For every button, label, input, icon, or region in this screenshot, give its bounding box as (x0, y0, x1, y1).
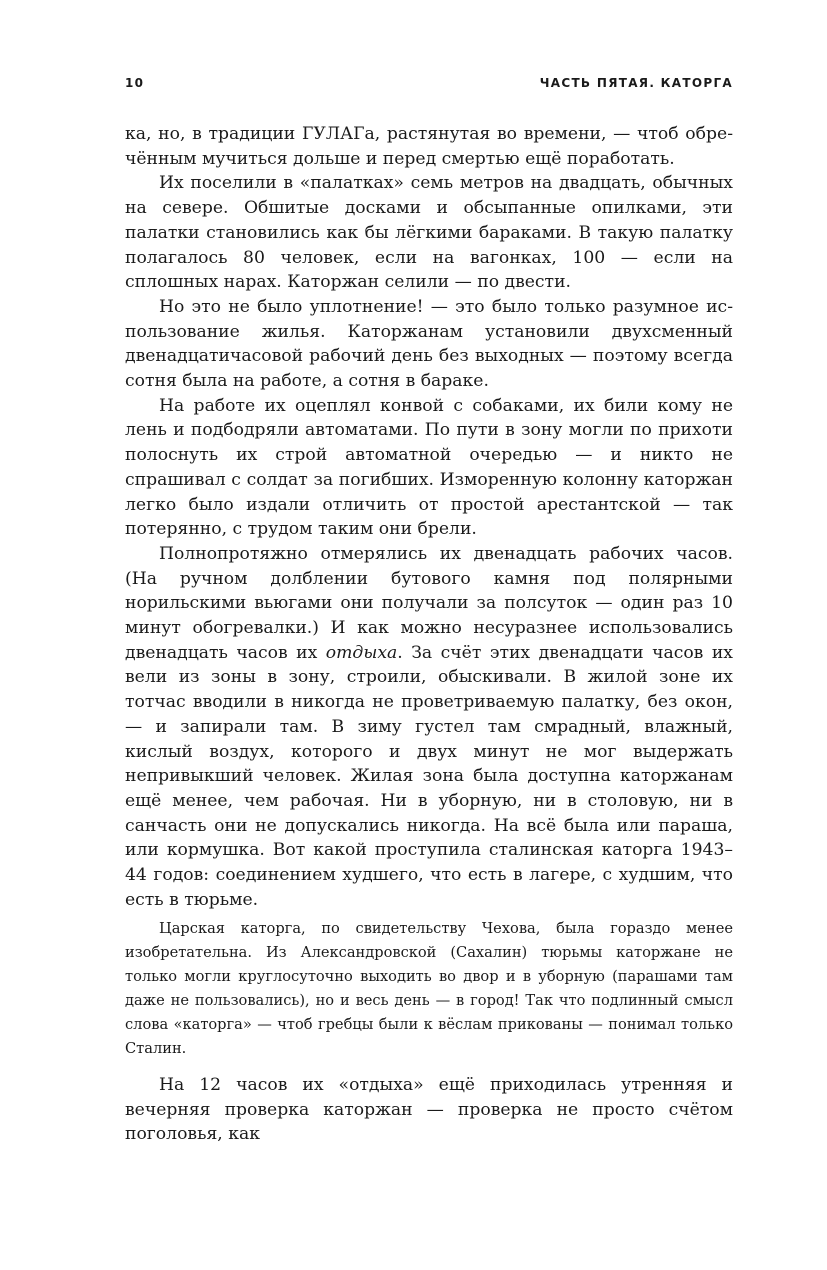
paragraph-1: ка, но, в традиции ГУЛАГа, растянутая во времени, — чтоб обречённым мучиться дольше и перед смертью ещё поработать. (125, 124, 733, 169)
main-text (125, 122, 733, 913)
paragraph-5 (125, 542, 733, 913)
paragraph-5-end: . За счёт этих двенадцати часов их вели из зоны в зону, строили, обыскивали. В жилой зоне их тотчас вводили в никогда не проветриваемую палатку, без окон, — и запирали там. В зиму густел там смрадный, влажный, кислый воздух, которого и двух минут не мог выдержать непривыкший человек. Жилая зона была доступна каторжанам ещё менее, чем рабочая. Ни в уборную, ни в столовую, ни в санчасть они не допускались никогда. На всё была или параша, или кормушка. Вот какой проступила сталинская каторга 1943–44 годов: соединением худшего, что есть в лагере, с худшим, что есть в тюрьме. (125, 642, 733, 910)
paragraph-6: На 12 часов их «отдыха» ещё приходилась утренняя и вечерняя проверка каторжан — проверка не просто счётом поголовья, как (125, 1075, 733, 1145)
paragraph-3: Но это не было уплотнение! — это было только разумное использование жилья. Каторжанам установили двухсменный двенадцатичасовой рабочий день без выходных — поэтому всегда сотня была на работе, а сотня в бараке. (125, 296, 733, 392)
paragraph-5-emphasis: отдыха (325, 642, 398, 663)
page-number: 10 (125, 76, 145, 90)
author-note (125, 917, 733, 1061)
page-header (125, 76, 733, 94)
continuation-text (125, 1073, 733, 1147)
paragraph-2: Их поселили в «палатках» семь метров на двадцать, обычных на севере. Обшитые досками и обсыпанные опилками, эти палатки становились как бы лёгкими бараками. В такую палатку полагалось 80 человек, если на вагонках, 100 — если на сплошных нарах. Каторжан селили — по двести. (125, 173, 733, 293)
paragraph-5-start: Полнопротяжно отмерялись их двенадцать рабочих часов. (На ручном долблении бутового камня под полярными норильскими вьюгами они получали за полсуток — один раз 10 минут обогревалки.) И как можно несуразнее использовались двенадцать часов их (125, 543, 733, 663)
running-head: ЧАСТЬ ПЯТАЯ. КАТОРГА (539, 76, 733, 90)
note-paragraph: Царская каторга, по свидетельству Чехова, была гораздо менее изобретательна. Из Александровской (Сахалин) тюрьмы каторжане не только могли круглосуточно выходить во двор и в уборную (парашами там даже не пользовались), но и весь день — в город! Так что подлинный смысл слова «каторга» — чтоб гребцы были к вёслам прикованы — понимал только Сталин. (125, 920, 733, 1057)
paragraph-4: На работе их оцеплял конвой с собаками, их били кому не лень и подбодряли автоматами. По пути в зону могли по прихоти полоснуть их строй автоматной очередью — и никто не спрашивал с солдат за погибших. Изморенную колонну каторжан легко было издали отличить от простой арестантской — так потерянно, с трудом таким они брели. (125, 395, 733, 540)
